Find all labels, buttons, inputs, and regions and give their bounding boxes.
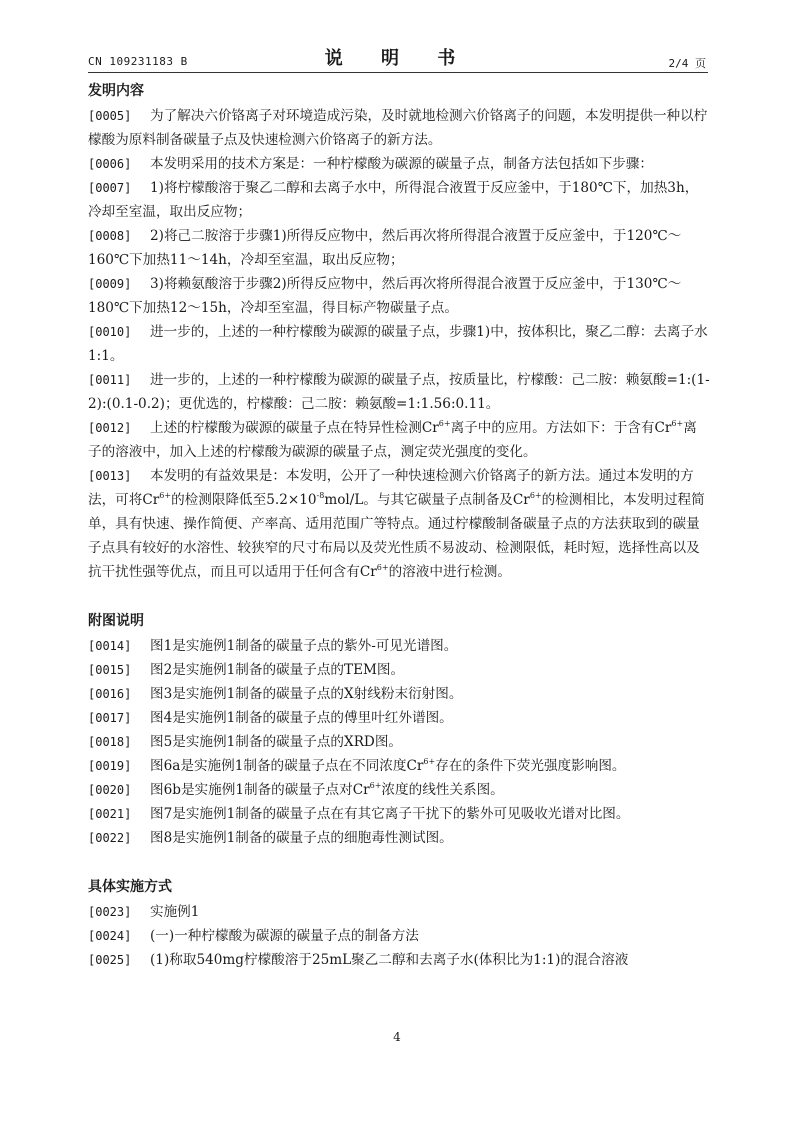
paragraph-number: [0008] xyxy=(88,229,132,243)
paragraph-text xyxy=(88,468,705,580)
superscript: 6+ xyxy=(671,419,684,428)
paragraph-0017 xyxy=(88,706,710,730)
paragraph-text: 图8是实施例1制备的碳量子点的细胞毒性测试图。 xyxy=(150,830,453,846)
paragraph-text: 图2是实施例1制备的碳量子点的TEM图。 xyxy=(150,662,405,678)
page-indicator: 2/4 页 xyxy=(668,57,706,70)
paragraph-text: 2)将己二胺溶于步骤1)所得反应物中，然后再次将所得混合液置于反应釜中，于120℃～160℃下加热11～14h，冷却至室温，取出反应物； xyxy=(88,228,682,268)
paragraph-number: [0011] xyxy=(88,373,132,387)
paragraph-text: 本发明采用的技术方案是：一种柠檬酸为碳源的碳量子点，制备方法包括如下步骤： xyxy=(150,156,653,172)
text-run: 本发明的有益效果是：本发明，公开了一种快速检测六价铬离子的新方法。通过本发明的方法，可将Cr xyxy=(88,468,694,508)
paragraph-number: [0023] xyxy=(88,905,132,919)
text-run: 图6b是实施例1制备的碳量子点对Cr xyxy=(150,782,370,798)
superscript: 6+ xyxy=(376,563,389,572)
paragraph-0007 xyxy=(88,176,710,224)
superscript: 6+ xyxy=(423,757,436,766)
paragraph-0012 xyxy=(88,416,710,464)
patent-number: CN 109231183 B xyxy=(88,55,188,68)
document-title: 说 明 书 xyxy=(324,48,472,69)
paragraph-text xyxy=(88,420,697,460)
paragraph-number: [0015] xyxy=(88,663,132,677)
paragraph-number: [0012] xyxy=(88,421,132,435)
paragraph-number: [0019] xyxy=(88,759,132,773)
paragraph-number: [0022] xyxy=(88,831,132,845)
paragraph-number: [0005] xyxy=(88,109,132,123)
text-run: 的检测限降低至5.2×10 xyxy=(171,492,317,508)
text-run: 存在的条件下荧光强度影响图。 xyxy=(435,758,626,774)
superscript: -8 xyxy=(316,491,325,500)
paragraph-number: [0006] xyxy=(88,157,132,171)
paragraph-number: [0024] xyxy=(88,929,132,943)
paragraph-number: [0017] xyxy=(88,711,132,725)
section-gap xyxy=(88,850,710,874)
paragraph-number: [0018] xyxy=(88,735,132,749)
text-run: 的溶液中进行检测。 xyxy=(388,564,511,580)
paragraph-text: 为了解决六价铬离子对环境造成污染，及时就地检测六价铬离子的问题，本发明提供一种以柠檬酸为原料制备碳量子点及快速检测六价铬离子的新方法。 xyxy=(88,108,708,148)
paragraph-0014 xyxy=(88,634,710,658)
superscript: 6+ xyxy=(529,491,542,500)
paragraph-text xyxy=(150,782,504,798)
paragraph-0006 xyxy=(88,152,710,176)
page-number: 4 xyxy=(393,1030,401,1044)
paragraph-number: [0009] xyxy=(88,277,132,291)
section-title-summary: 发明内容 xyxy=(88,83,144,99)
paragraph-0009 xyxy=(88,272,710,320)
superscript: 6+ xyxy=(159,491,172,500)
paragraph-text xyxy=(150,758,626,774)
superscript: 6+ xyxy=(438,419,451,428)
text-run: 离子的溶液中，加入上述的柠檬酸为碳源的碳量子点，测定荧光强度的变化。 xyxy=(88,420,697,460)
paragraph-0008 xyxy=(88,224,710,272)
paragraph-0020 xyxy=(88,778,710,802)
paragraph-text: 进一步的，上述的一种柠檬酸为碳源的碳量子点，步骤1)中，按体积比，聚乙二醇：去离子水1:1。 xyxy=(88,324,708,364)
paragraph-text: 图1是实施例1制备的碳量子点的紫外-可见光谱图。 xyxy=(150,638,458,654)
text-run: 的检测相比，本发明过程简单，具有快速、操作简便、产率高、适用范围广等特点。通过柠檬酸制备碳量子点的方法获取到的碳量子点具有较好的水溶性、较狭窄的尺寸布局以及荧光性质不易波动、检测限低，耗时短，选择性高以及抗干扰性强等优点，而且可以适用于任何含有Cr xyxy=(88,492,705,580)
paragraph-number: [0013] xyxy=(88,469,132,483)
paragraph-number: [0016] xyxy=(88,687,132,701)
paragraph-0005 xyxy=(88,104,710,152)
paragraph-text: 图5是实施例1制备的碳量子点的XRD图。 xyxy=(150,734,403,750)
text-run: 图6a是实施例1制备的碳量子点在不同浓度Cr xyxy=(150,758,424,774)
paragraph-number: [0007] xyxy=(88,181,132,195)
paragraph-0015 xyxy=(88,658,710,682)
paragraph-number: [0014] xyxy=(88,639,132,653)
paragraph-0016 xyxy=(88,682,710,706)
text-run: 离子中的应用。方法如下：于含有Cr xyxy=(450,420,672,436)
paragraph-0019 xyxy=(88,754,710,778)
paragraph-text: (1)称取540mg柠檬酸溶于25mL聚乙二醇和去离子水(体积比为1:1)的混合溶液 xyxy=(150,952,629,968)
paragraph-text: 图3是实施例1制备的碳量子点的X射线粉末衍射图。 xyxy=(150,686,463,702)
paragraph-0021 xyxy=(88,802,710,826)
paragraph-0010 xyxy=(88,320,710,368)
paragraph-text: 图7是实施例1制备的碳量子点在有其它离子干扰下的紫外可见吸收光谱对比图。 xyxy=(150,806,630,822)
paragraph-0025 xyxy=(88,948,710,972)
paragraph-text: 进一步的，上述的一种柠檬酸为碳源的碳量子点，按质量比，柠檬酸：己二胺：赖氨酸=1:(1-2):(0.1-0.2)；更优选的，柠檬酸：己二胺：赖氨酸=1:1.56:0.11。 xyxy=(88,372,710,412)
paragraph-number: [0020] xyxy=(88,783,132,797)
paragraph-0024 xyxy=(88,924,710,948)
section-title-embodiment: 具体实施方式 xyxy=(88,879,172,895)
paragraph-text: 实施例1 xyxy=(150,904,200,920)
superscript: 6+ xyxy=(369,781,382,790)
paragraph-text: (一)一种柠檬酸为碳源的碳量子点的制备方法 xyxy=(150,928,419,944)
text-run: 浓度的线性关系图。 xyxy=(381,782,504,798)
paragraph-number: [0021] xyxy=(88,807,132,821)
paragraph-0018 xyxy=(88,730,710,754)
paragraph-text: 3)将赖氨酸溶于步骤2)所得反应物中，然后再次将所得混合液置于反应釜中，于130℃～180℃下加热12～15h，冷却至室温，得目标产物碳量子点。 xyxy=(88,276,682,316)
paragraph-0022 xyxy=(88,826,710,850)
paragraph-number: [0025] xyxy=(88,953,132,967)
paragraph-text: 1)将柠檬酸溶于聚乙二醇和去离子水中，所得混合液置于反应釜中，于180℃下，加热3h，冷却至室温，取出反应物； xyxy=(88,180,699,220)
paragraph-text: 图4是实施例1制备的碳量子点的傅里叶红外谱图。 xyxy=(150,710,453,726)
paragraph-number: [0010] xyxy=(88,325,132,339)
header-divider xyxy=(88,72,708,73)
text-run: mol/L。与其它碳量子点制备及Cr xyxy=(324,492,530,508)
paragraph-0013 xyxy=(88,464,710,584)
document-body xyxy=(88,78,710,972)
paragraph-0023 xyxy=(88,900,710,924)
page-header xyxy=(88,42,708,72)
paragraph-0011 xyxy=(88,368,710,416)
section-title-figures: 附图说明 xyxy=(88,613,144,629)
section-gap xyxy=(88,584,710,608)
text-run: 上述的柠檬酸为碳源的碳量子点在特异性检测Cr xyxy=(150,420,439,436)
